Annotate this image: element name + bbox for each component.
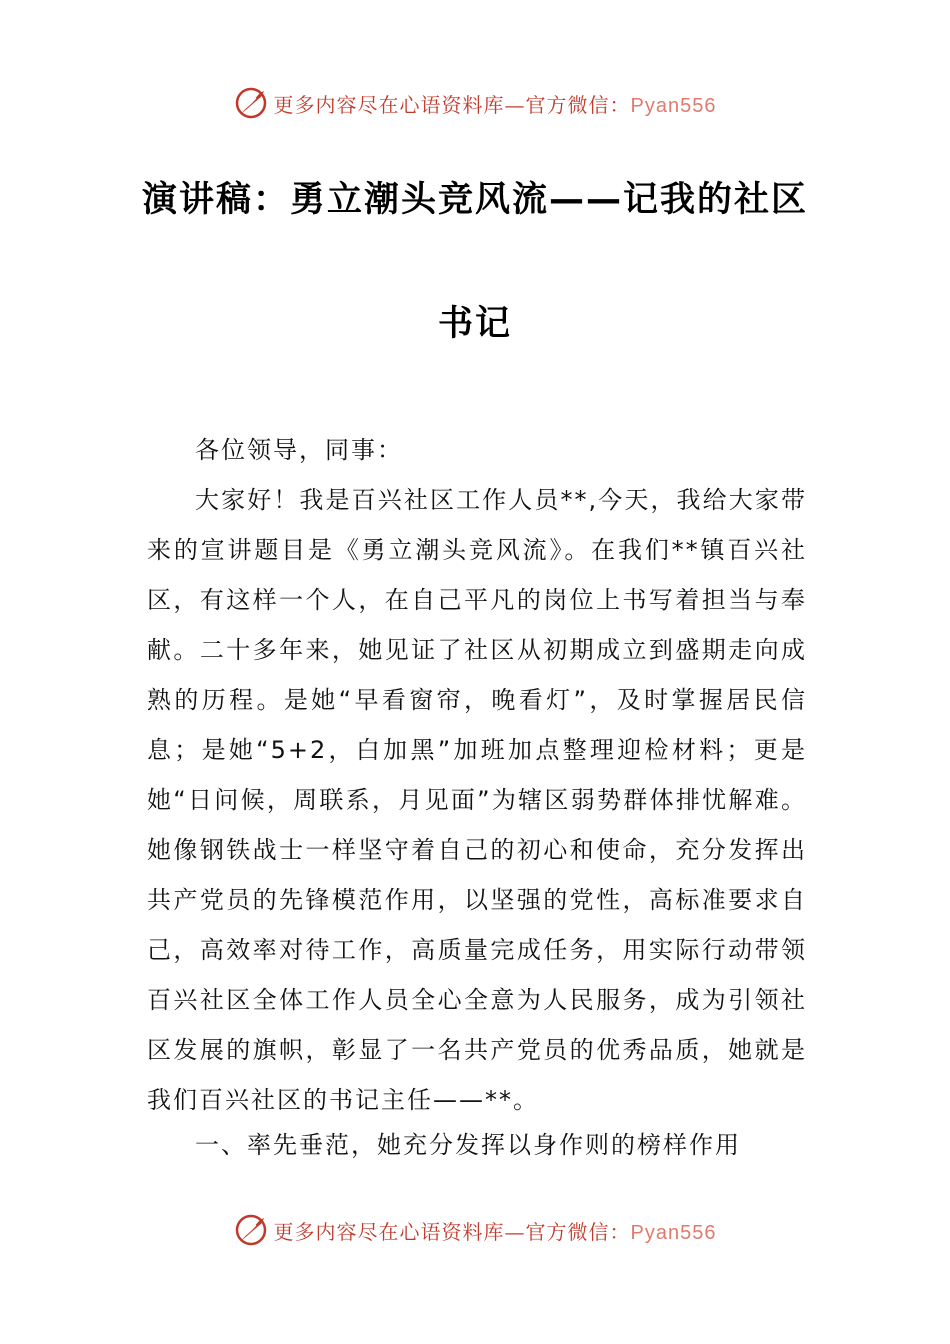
section-heading-1: 一、率先垂范，她充分发挥以身作则的榜样作用	[195, 1131, 741, 1159]
greeting: 各位领导，同事：	[195, 436, 403, 464]
document-title-line1: 演讲稿：勇立潮头竞风流——记我的社区	[141, 180, 808, 220]
watermark-banner-bottom	[0, 1210, 950, 1250]
watermark-wechat-id: Pyan556	[630, 1221, 717, 1244]
paragraph-intro: 大家好！我是百兴社区工作人员**,今天，我给大家带来的宣讲题目是《勇立潮头竞风流》。在我们**镇百兴社区，有这样一个人，在自己平凡的岗位上书写着担当与奉献。二十多年来，她见证了社区从初期成立到盛期走向成熟的历程。是她“早看窗帘，晚看灯”，及时掌握居民信息；是她“5+2，白加黑”加班加点整理迎检材料；更是她“日问候，周联系，月见面”为辖区弱势群体排忧解难。她像钢铁战士一样坚守着自己的初心和使命，充分发挥出共产党员的先锋模范作用，以坚强的党性，高标准要求自己，高效率对待工作，高质量完成任务，用实际行动带领百兴社区全体工作人员全心全意为人民服务，成为引领社区发展的旗帜，彰显了一名共产党员的优秀品质，她就是我们百兴社区的书记主任——**。	[147, 486, 807, 1114]
watermark-text	[274, 1216, 717, 1245]
watermark-label: 更多内容尽在心语资料库—官方微信：	[273, 92, 631, 117]
quill-logo-icon	[234, 85, 270, 121]
watermark-banner-top	[0, 83, 950, 123]
watermark-text	[274, 89, 717, 118]
document-title-line2: 书记	[437, 304, 512, 344]
watermark-wechat-id: Pyan556	[630, 94, 717, 117]
quill-logo-icon	[234, 1212, 270, 1248]
watermark-label: 更多内容尽在心语资料库—官方微信：	[273, 1219, 631, 1244]
